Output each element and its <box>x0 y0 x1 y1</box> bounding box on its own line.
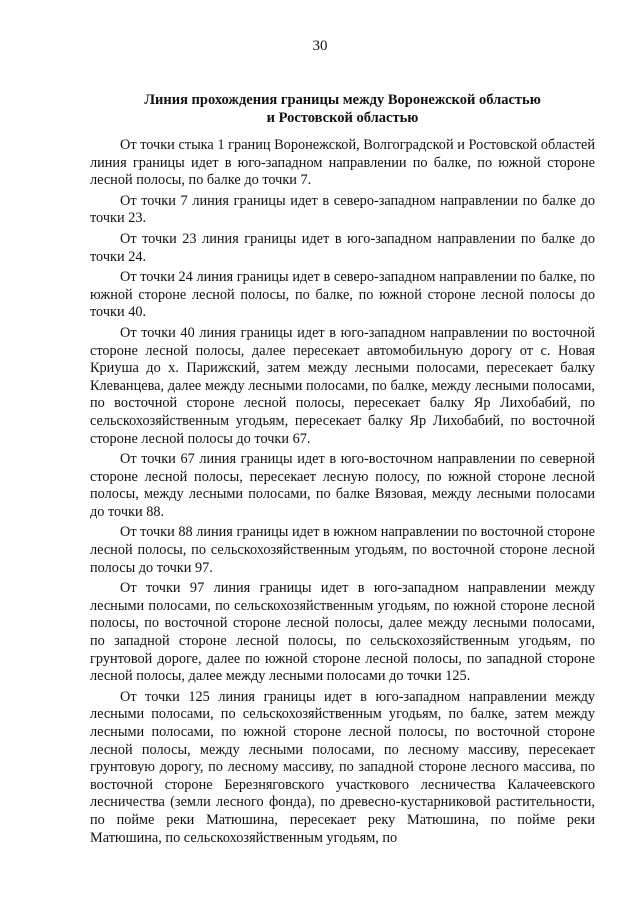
title-line-2: и Ростовской областью <box>266 110 419 126</box>
paragraph-9: От точки 125 линия границы идет в юго-западном направлении между лесными полосами, по сельскохозяйственным угодьям, по балке, затем между лесными полосами, по южной стороне лесной полосы, по восточной стороне лесной полосы, между лесными полосами, по лесному массиву, пересекает грунтовую дорогу, по лесному массиву, по западной стороне лесного массива, по восточной стороне Березняговского участкового лесничества Калачеевского лесничества (земли лесного фонда), по древесно-кустарниковой растительности, по пойме реки Матюшина, пересекает реку Матюшина, по пойме реки Матюшина, по сельскохозяйственным угодьям, по <box>90 688 595 846</box>
paragraph-3: От точки 23 линия границы идет в юго-западном направлении по балке до точки 24. <box>90 230 595 265</box>
paragraph-7: От точки 88 линия границы идет в южном направлении по восточной стороне лесной полосы, по сельскохозяйственным угодьям, по восточной стороне лесной полосы до точки 97. <box>90 524 596 576</box>
paragraph-8: От точки 97 линия границы идет в юго-западном направлении между лесными полосами, по сельскохозяйственным угодьям, по южной стороне лесной полосы, по восточной стороне лесной полосы, далее между лесными полосами, по западной стороне лесной полосы, по сельскохозяйственным угодьям, по грунтовой дороге, далее по южной стороне лесной полосы, по западной стороне лесной полосы, далее между лесными полосами до точки 125. <box>90 580 595 685</box>
document-body <box>90 137 595 850</box>
page-number: 30 <box>312 38 328 54</box>
paragraph-5: От точки 40 линия границы идет в юго-западном направлении по восточной стороне лесной полосы, далее пересекает автомобильную дорогу от с. Новая Криуша до х. Парижский, затем между лесными полосами, пересекает балку Клеванцева, далее между лесными полосами, по балке, между лесными полосами, по восточной стороне лесной полосы, пересекает балку Яр Лихобабий, по сельскохозяйственным угодьям, пересекает балку Яр Лихобабий, по восточной стороне лесной полосы до точки 67. <box>90 324 595 447</box>
title-line-1: Линия прохождения границы между Воронежской областью <box>144 92 541 108</box>
paragraph-2: От точки 7 линия границы идет в северо-западном направлении по балке до точки 23. <box>90 192 595 227</box>
paragraph-4: От точки 24 линия границы идет в северо-западном направлении по балке, по южной стороне лесной полосы, по балке, по южной стороне лесной полосы до точки 40. <box>90 269 595 321</box>
document-title <box>90 91 595 127</box>
paragraph-1: От точки стыка 1 границ Воронежской, Волгоградской и Ростовской областей линия границы идет в юго-западном направлении по балке, по южной стороне лесной полосы, по балке до точки 7. <box>90 137 595 189</box>
paragraph-6: От точки 67 линия границы идет в юго-восточном направлении по северной стороне лесной полосы, пересекает лесную полосу, по южной стороне лесной полосы, между лесными полосами, по балке Вязовая, между лесными полосами до точки 88. <box>90 451 595 520</box>
